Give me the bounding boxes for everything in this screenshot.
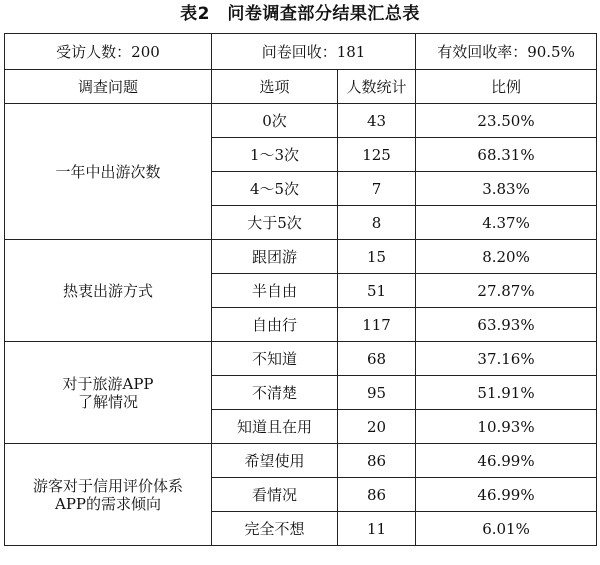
table-row <box>5 104 597 138</box>
header-count: 人数统计 <box>338 70 416 104</box>
ratio-cell: 4.37% <box>416 206 597 240</box>
table-row <box>5 240 597 274</box>
count-cell: 51 <box>338 274 416 308</box>
header-ratio: 比例 <box>416 70 597 104</box>
questionnaires-collected: 问卷回收：181 <box>212 34 416 70</box>
question-text: APP的需求倾向 <box>54 494 162 513</box>
question-cell <box>5 444 212 546</box>
table-row <box>5 342 597 376</box>
option-cell: 跟团游 <box>212 240 338 274</box>
count-cell: 7 <box>338 172 416 206</box>
count-cell: 125 <box>338 138 416 172</box>
survey-summary-table <box>4 33 597 546</box>
question-text: 对于旅游APP <box>62 374 154 393</box>
question-cell <box>5 240 212 342</box>
respondents-count: 受访人数：200 <box>5 34 212 70</box>
ratio-cell: 51.91% <box>416 376 597 410</box>
option-cell: 自由行 <box>212 308 338 342</box>
option-cell: 不清楚 <box>212 376 338 410</box>
ratio-cell: 68.31% <box>416 138 597 172</box>
count-cell: 117 <box>338 308 416 342</box>
option-cell: 半自由 <box>212 274 338 308</box>
option-cell: 0次 <box>212 104 338 138</box>
question-text: 了解情况 <box>77 392 138 411</box>
ratio-cell: 23.50% <box>416 104 597 138</box>
question-text: 一年中出游次数 <box>55 162 161 181</box>
ratio-cell: 10.93% <box>416 410 597 444</box>
question-cell <box>5 342 212 444</box>
question-text: 游客对于信用评价体系 <box>32 476 183 495</box>
count-cell: 20 <box>338 410 416 444</box>
count-cell: 95 <box>338 376 416 410</box>
ratio-cell: 37.16% <box>416 342 597 376</box>
question-text: 热衷出游方式 <box>62 281 153 300</box>
ratio-cell: 3.83% <box>416 172 597 206</box>
valid-return-rate: 有效回收率：90.5% <box>416 34 597 70</box>
ratio-cell: 6.01% <box>416 512 597 546</box>
header-row <box>5 70 597 104</box>
count-cell: 43 <box>338 104 416 138</box>
count-cell: 15 <box>338 240 416 274</box>
ratio-cell: 46.99% <box>416 444 597 478</box>
option-cell: 大于5次 <box>212 206 338 240</box>
header-option: 选项 <box>212 70 338 104</box>
ratio-cell: 63.93% <box>416 308 597 342</box>
ratio-cell: 8.20% <box>416 240 597 274</box>
ratio-cell: 27.87% <box>416 274 597 308</box>
option-cell: 希望使用 <box>212 444 338 478</box>
ratio-cell: 46.99% <box>416 478 597 512</box>
header-question: 调查问题 <box>5 70 212 104</box>
count-cell: 8 <box>338 206 416 240</box>
option-cell: 不知道 <box>212 342 338 376</box>
option-cell: 1～3次 <box>212 138 338 172</box>
table-row <box>5 444 597 478</box>
option-cell: 完全不想 <box>212 512 338 546</box>
option-cell: 4～5次 <box>212 172 338 206</box>
count-cell: 86 <box>338 444 416 478</box>
table-caption: 表2 问卷调查部分结果汇总表 <box>180 4 420 24</box>
option-cell: 看情况 <box>212 478 338 512</box>
question-cell <box>5 104 212 240</box>
option-cell: 知道且在用 <box>212 410 338 444</box>
count-cell: 68 <box>338 342 416 376</box>
count-cell: 11 <box>338 512 416 546</box>
count-cell: 86 <box>338 478 416 512</box>
summary-row <box>5 34 597 70</box>
